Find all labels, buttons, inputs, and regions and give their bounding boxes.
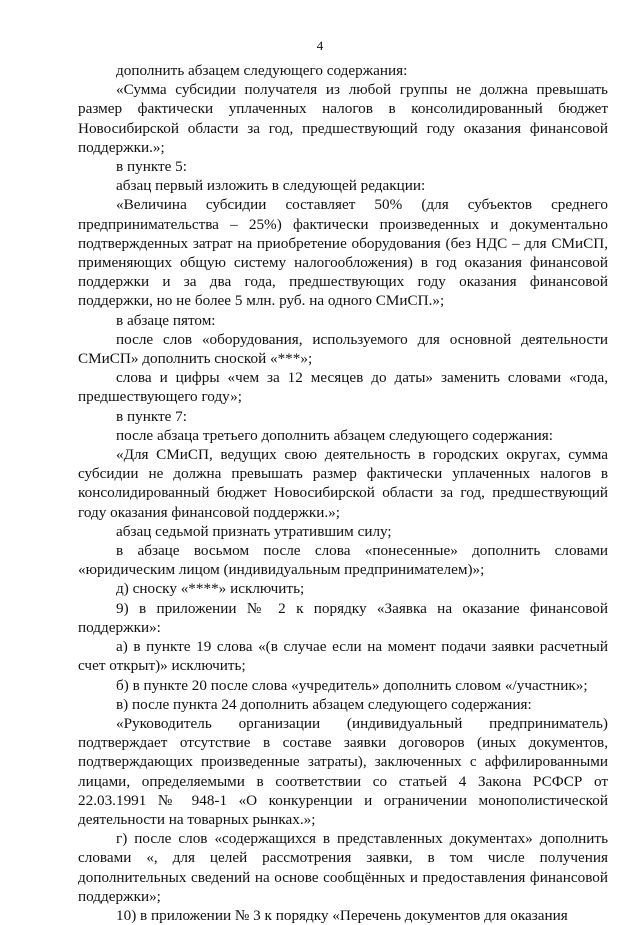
- paragraph: «Величина субсидии составляет 50% (для субъектов среднего предпринимательства – 25%) фактически произведенных и документально подтвержденных затрат на приобретение оборудования (без НДС – для СМиСП, применяющих общую систему налогообложения) в год оказания финансовой поддержки и за два года, предшествующих году оказания финансовой поддержки, но не более 5 млн. руб. на одного СМиСП.»;: [78, 196, 608, 310]
- paragraph: в абзаце восьмом после слова «понесенные» дополнить словами «юридическим лицом (индивидуальным предпринимателем)»;: [78, 542, 608, 579]
- paragraph: 10) в приложении № 3 к порядку «Перечень документов для оказания: [116, 906, 568, 924]
- paragraph: «Для СМиСП, ведущих свою деятельность в городских округах, сумма субсидии не должна превышать размер фактически уплаченных налогов в консолидированный бюджет Новосибирской области за год, предшествующий году оказания финансовой поддержки.»;: [78, 446, 608, 521]
- paragraph: после слов «оборудования, используемого для основной деятельности СМиСП» дополнить сноской «***»;: [78, 330, 608, 368]
- paragraph: д) сноску «****» исключить;: [116, 580, 305, 598]
- paragraph: после абзаца третьего дополнить абзацем следующего содержания:: [116, 426, 553, 444]
- document-body: [78, 61, 608, 925]
- paragraph: абзац первый изложить в следующей редакции:: [116, 177, 426, 195]
- page-number: 4: [316, 38, 324, 53]
- paragraph: в абзаце пятом:: [116, 311, 216, 329]
- paragraph: слова и цифры «чем за 12 месяцев до даты» заменить словами «года, предшествующего году»;: [78, 369, 608, 406]
- paragraph: а) в пункте 19 слова «(в случае если на момент подачи заявки расчетный счет открыт)» исключить;: [78, 638, 608, 675]
- paragraph: дополнить абзацем следующего содержания:: [116, 62, 408, 79]
- paragraph: б) в пункте 20 после слова «учредитель» дополнить словом «/участник»;: [116, 676, 588, 694]
- paragraph: абзац седьмой признать утратившим силу;: [116, 522, 392, 540]
- paragraph: в) после пункта 24 дополнить абзацем следующего содержания:: [116, 695, 532, 713]
- paragraph: в пункте 7:: [116, 407, 187, 425]
- paragraph: «Руководитель организации (индивидуальный предприниматель) подтверждает отсутствие в составе заявки договоров (иных документов, подтверждающих произведенные затраты), заключенных с аффилированными лицами, определяемыми в соответствии со статьей 4 Закона РСФСР от 22.03.1991 № 948-1 «О конкуренции и ограничении монополистической деятельности на товарных рынках.»;: [78, 714, 608, 828]
- paragraph: «Сумма субсидии получателя из любой группы не должна превышать размер фактически уплаченных налогов в консолидированный бюджет Новосибирской области за год, предшествующий году оказания финансовой поддержки.»;: [78, 81, 608, 156]
- paragraph: в пункте 5:: [116, 158, 187, 176]
- paragraph: г) после слов «содержащихся в представленных документах» дополнить словами «, для целей рассмотрения заявки, в том числе получения дополнительных сведений на основе сообщённых и предоставления финансовой поддержки»;: [78, 830, 608, 905]
- paragraph: 9) в приложении № 2 к порядку «Заявка на оказание финансовой поддержки»:: [78, 599, 608, 636]
